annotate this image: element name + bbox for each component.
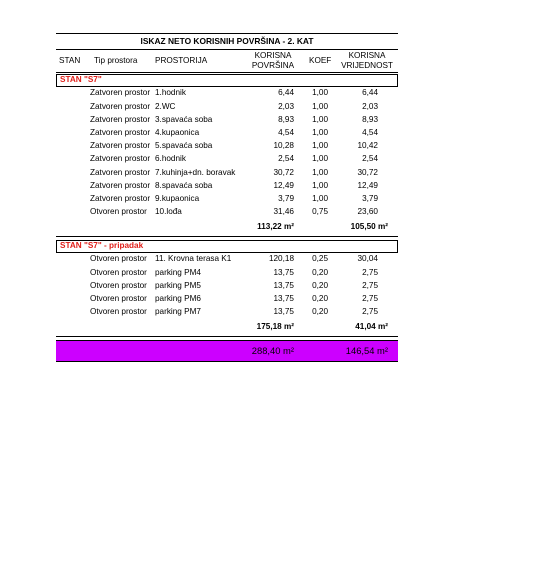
row-prostorija: 9.kupaonica — [155, 193, 200, 203]
total-row — [56, 340, 398, 362]
row-tip: Otvoren prostor — [90, 293, 147, 303]
row-prostorija: parking PM4 — [155, 267, 201, 277]
table-row — [56, 266, 398, 279]
row-vrijednost: 2,75 — [362, 280, 378, 290]
row-prostorija: 3.spavaća soba — [155, 114, 213, 124]
row-vrijednost: 30,72 — [357, 167, 378, 177]
row-povrsina: 2,03 — [278, 101, 294, 111]
row-prostorija: 4.kupaonica — [155, 128, 200, 138]
row-koef: 1,00 — [312, 154, 328, 164]
row-prostorija: parking PM6 — [155, 293, 201, 303]
row-povrsina: 13,75 — [273, 280, 294, 290]
header-koef: KOEF — [309, 56, 332, 66]
row-vrijednost: 2,75 — [362, 293, 378, 303]
row-tip: Otvoren prostor — [90, 280, 147, 290]
row-vrijednost: 23,60 — [357, 207, 378, 217]
row-povrsina: 6,44 — [278, 88, 294, 98]
row-koef: 0,20 — [312, 280, 328, 290]
row-koef: 0,75 — [312, 207, 328, 217]
total-vrijednost: 146,54 m² — [345, 345, 388, 357]
row-povrsina: 10,28 — [273, 141, 294, 151]
header-stan: STAN — [59, 56, 81, 66]
row-vrijednost: 8,93 — [362, 114, 378, 124]
subtotal-row — [56, 219, 398, 237]
subtotal-povrsina: 175,18 m² — [256, 322, 294, 332]
row-vrijednost: 2,75 — [362, 267, 378, 277]
row-koef: 1,00 — [312, 114, 328, 124]
row-povrsina: 2,54 — [278, 154, 294, 164]
row-koef: 0,25 — [312, 254, 328, 264]
row-tip: Zatvoren prostor — [90, 141, 151, 151]
table-row — [56, 166, 398, 179]
row-tip: Zatvoren prostor — [90, 154, 151, 164]
row-tip: Zatvoren prostor — [90, 101, 151, 111]
section-1-rows — [56, 87, 398, 219]
total-povrsina: 288,40 m² — [251, 345, 294, 357]
row-prostorija: 5.spavaća soba — [155, 141, 213, 151]
table-row — [56, 100, 398, 113]
row-koef: 0,20 — [312, 307, 328, 317]
table-row — [56, 206, 398, 219]
row-tip: Zatvoren prostor — [90, 114, 151, 124]
table-row — [56, 127, 398, 140]
table-title: ISKAZ NETO KORISNIH POVRŠINA - 2. KAT — [140, 36, 314, 47]
row-vrijednost: 2,54 — [362, 154, 378, 164]
row-prostorija: 10.lođa — [155, 207, 182, 217]
row-vrijednost: 2,75 — [362, 307, 378, 317]
row-tip: Zatvoren prostor — [90, 180, 151, 190]
header-tip: Tip prostora — [94, 56, 138, 66]
section-header — [56, 74, 398, 87]
row-koef: 0,20 — [312, 267, 328, 277]
row-povrsina: 13,75 — [273, 293, 294, 303]
row-vrijednost: 30,04 — [357, 254, 378, 264]
row-tip: Zatvoren prostor — [90, 193, 151, 203]
row-tip: Otvoren prostor — [90, 307, 147, 317]
row-tip: Otvoren prostor — [90, 207, 147, 217]
title-row — [56, 33, 398, 50]
row-tip: Otvoren prostor — [90, 267, 147, 277]
row-vrijednost: 10,42 — [357, 141, 378, 151]
table-row — [56, 292, 398, 305]
row-prostorija: parking PM5 — [155, 280, 201, 290]
table-row — [56, 179, 398, 192]
table-row — [56, 113, 398, 126]
row-povrsina: 3,79 — [278, 193, 294, 203]
row-koef: 1,00 — [312, 88, 328, 98]
subtotal-row — [56, 319, 398, 337]
header-prostorija: PROSTORIJA — [155, 56, 208, 66]
section-2-rows — [56, 253, 398, 319]
row-tip: Zatvoren prostor — [90, 167, 151, 177]
row-povrsina: 30,72 — [273, 167, 294, 177]
row-koef: 1,00 — [312, 167, 328, 177]
row-koef: 1,00 — [312, 180, 328, 190]
row-povrsina: 13,75 — [273, 307, 294, 317]
row-koef: 1,00 — [312, 193, 328, 203]
table-row — [56, 153, 398, 166]
table-row — [56, 306, 398, 319]
row-koef: 1,00 — [312, 101, 328, 111]
section-header — [56, 240, 398, 253]
row-koef: 1,00 — [312, 128, 328, 138]
header-row — [56, 50, 398, 73]
table-row — [56, 87, 398, 100]
row-prostorija: 8.spavaća soba — [155, 180, 213, 190]
subtotal-vrijednost: 41,04 m² — [355, 322, 388, 332]
table-row — [56, 193, 398, 206]
row-koef: 0,20 — [312, 293, 328, 303]
row-tip: Zatvoren prostor — [90, 128, 151, 138]
row-vrijednost: 2,03 — [362, 101, 378, 111]
row-povrsina: 8,93 — [278, 114, 294, 124]
row-vrijednost: 6,44 — [362, 88, 378, 98]
row-vrijednost: 3,79 — [362, 193, 378, 203]
subtotal-vrijednost: 105,50 m² — [350, 222, 388, 232]
section-label: STAN "S7" — [60, 75, 102, 85]
row-povrsina: 4,54 — [278, 128, 294, 138]
row-tip: Otvoren prostor — [90, 254, 147, 264]
row-tip: Zatvoren prostor — [90, 88, 151, 98]
section-label: STAN "S7" - pripadak — [60, 241, 144, 251]
row-prostorija: 2.WC — [155, 101, 176, 111]
row-prostorija: 6.hodnik — [155, 154, 186, 164]
row-prostorija: 11. Krovna terasa K1 — [155, 254, 232, 264]
row-prostorija: parking PM7 — [155, 307, 201, 317]
table-row — [56, 253, 398, 266]
header-povrsina: KORISNA POVRŠINA — [251, 51, 295, 70]
area-table — [56, 33, 398, 362]
row-prostorija: 1.hodnik — [155, 88, 186, 98]
row-koef: 1,00 — [312, 141, 328, 151]
row-vrijednost: 4,54 — [362, 128, 378, 138]
row-povrsina: 12,49 — [273, 180, 294, 190]
row-povrsina: 31,46 — [273, 207, 294, 217]
row-povrsina: 120,18 — [268, 254, 294, 264]
row-vrijednost: 12,49 — [357, 180, 378, 190]
table-row — [56, 279, 398, 292]
subtotal-povrsina: 113,22 m² — [257, 222, 294, 232]
table-row — [56, 140, 398, 153]
header-vrijednost: KORISNA VRIJEDNOST — [341, 51, 393, 70]
row-povrsina: 13,75 — [273, 267, 294, 277]
row-prostorija: 7.kuhinja+dn. boravak — [155, 167, 236, 177]
